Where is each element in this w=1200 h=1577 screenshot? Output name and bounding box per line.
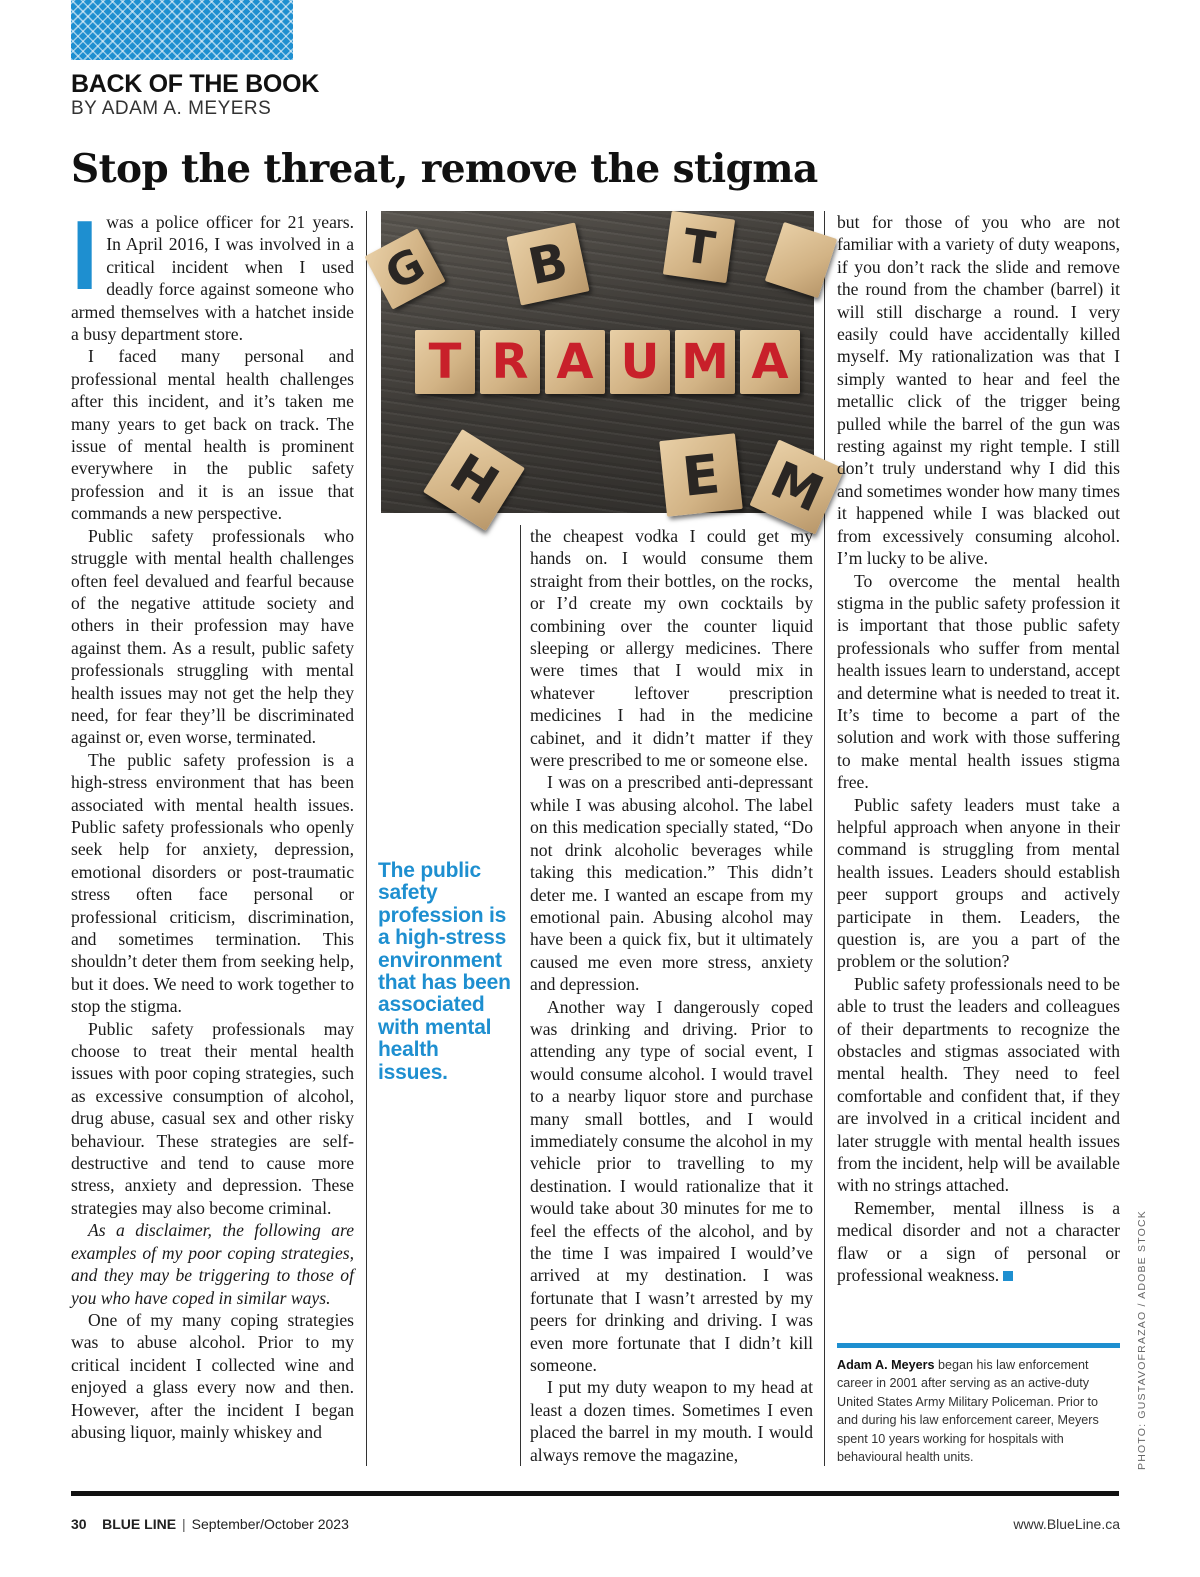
letter-block-e: E — [659, 433, 743, 517]
article-paragraph: I was on a prescribed anti-depressant while I was abusing alcohol. The label on this medication specially stated, “Do not drink alcoholic beverages while taking this medication.” This didn’t deter me. I wanted an escape from my emotional pain. Abusing alcohol may have been a quick fix, but it ultimately caused me even more stress, anxiety and depression. — [530, 772, 813, 995]
letter-block-m: M — [749, 439, 844, 534]
trauma-block-a2: A — [740, 330, 800, 394]
article-paragraph: I put my duty weapon to my head at least a dozen times. Sometimes I even placed the barrel in my mouth. I would always remove the magazine, — [530, 1377, 813, 1465]
column-divider — [520, 525, 521, 1466]
trauma-blocks-photo — [377, 211, 832, 524]
trauma-block-t: T — [415, 330, 475, 394]
page-number: 30 — [71, 1516, 87, 1532]
letter-block-corner — [765, 222, 837, 298]
article-paragraph: Iwas a police officer for 21 years. In April 2016, I was involved in a critical incident when I used deadly force against someone who armed themselves with a hatchet inside a busy department store. — [71, 200, 354, 345]
footer-rule — [71, 1491, 1119, 1496]
headline: Stop the threat, remove the stigma — [71, 146, 818, 192]
article-paragraph: Another way I dangerously coped was drinking and driving. Prior to attending any type of social event, I would consume alcohol. I would travel to a nearby liquor store and purchase many small bottles, and I would immediately consume the alcohol in my vehicle prior to travelling to my destination. I would rationalize that it would take about 30 minutes for me to feel the effects of the alcohol, and by the time I was impaired I would’ve arrived at my destination. I was fortunate that I wasn’t arrested by my peers for drinking and driving. I was even more fortunate that I didn’t kill someone. — [530, 996, 813, 1376]
issue-date: September/October 2023 — [191, 1516, 349, 1532]
byline: BY ADAM A. MEYERS — [71, 98, 272, 119]
article-column-3 — [530, 525, 813, 1470]
article-paragraph: Public safety professionals need to be able to trust the leaders and colleagues of their departments to recognize the obstacles and stigmas associated with mental health. They need to feel comfortable and confident that, if they are involved in a critical incident and later struggle with mental health issues from the incident, help will be available with no strings attached. — [837, 973, 1120, 1196]
section-title: BACK OF THE BOOK — [71, 70, 319, 98]
website-url: www.BlueLine.ca — [1013, 1516, 1120, 1532]
article-paragraph: but for those of you who are not familiar with a variety of duty weapons, if you don’t rack the slide and remove the round from the chamber (barrel) it will still discharge a round. I very easily could have accidentally killed myself. My rationalization was that I simply wanted to hear and feel the metallic click of the trigger being pulled while the barrel of the gun was resting against my right temple. I still don’t truly understand why I did this and sometimes wonder how many times it happened while I was blacked out from excessively consuming alcohol. I’m lucky to be alive. — [837, 212, 1120, 569]
bio-author-name: Adam A. Meyers — [837, 1358, 935, 1372]
article-paragraph: To overcome the mental health stigma in the public safety profession it is important that those public safety professionals who suffer from mental health issues learn to understand, accept and determine what is needed to treat it. It’s time to become a part of the solution and work with those suffering to make mental health issues stigma free. — [837, 570, 1120, 793]
end-mark-icon — [1003, 1271, 1013, 1281]
trauma-block-a: A — [545, 330, 605, 394]
header-pattern — [71, 0, 293, 60]
bio-rule — [837, 1343, 1120, 1348]
article-paragraph: The public safety profession is a high-stress environment that has been associated with mental health issues. Public safety professionals who openly seek help for anxiety, depression, emotional disorders or post-traumatic stress often face personal or professional criticism, discrimination, and sometimes termination. This shouldn’t deter them from seeking help, but it does. We need to work together to stop the stigma. — [71, 749, 354, 1017]
article-paragraph: Public safety professionals may choose to treat their mental health issues with poor coping strategies, such as excessive consumption of alcohol, drug abuse, casual sex and other risky behaviour. These strategies are self-destructive and tend to cause more stress, anxiety and depression. These strategies may also become criminal. — [71, 1018, 354, 1218]
column-divider — [366, 211, 367, 1466]
trauma-block-r: R — [480, 330, 540, 394]
disclaimer-paragraph: As a disclaimer, the following are examples of my poor coping strategies, and they may be triggering to those of you who have coped in similar ways. — [71, 1220, 354, 1308]
article-column-1 — [71, 200, 354, 1471]
trauma-block-u: U — [610, 330, 670, 394]
drop-cap: I — [71, 200, 99, 310]
article-paragraph: I faced many personal and professional mental health challenges after this incident, and it’s taken me many years to get back on track. The issue of mental health is prominent everywhere in the public safety profession and it is an issue that commands a new perspective. — [71, 346, 354, 524]
letter-block-h: H — [423, 429, 525, 531]
article-paragraph: Public safety leaders must take a helpful approach when anyone in their command is struggling from mental health issues. Leaders should establish peer support groups and actively participate in them. Leaders, the question is, are you a part of the problem or the solution? — [837, 794, 1120, 972]
author-bio — [837, 1356, 1120, 1466]
article-paragraph: One of my many coping strategies was to abuse alcohol. Prior to my critical incident I collected wine and enjoyed a glass every now and then. However, after the incident I began abusing liquor, mainly whiskey and — [71, 1309, 354, 1442]
article-column-4 — [837, 211, 1120, 1336]
column-divider — [824, 211, 825, 1466]
article-paragraph: Remember, mental illness is a medical disorder and not a character flaw or a sign of personal or professional weakness. — [837, 1197, 1120, 1286]
photo-credit: PHOTO: GUSTAVOFRAZAO / ADOBE STOCK — [1136, 1210, 1148, 1470]
magazine-name: BLUE LINE — [102, 1516, 177, 1532]
pull-quote: The public safety profession is a high-stress environment that has been associated with mental health issues. — [378, 859, 511, 1084]
article-paragraph: Public safety professionals who struggle with mental health challenges often feel devalued and fearful because of the negative attitude society and others in their profession may have against them. As a result, public safety professionals struggling with mental health issues may not get the help they need, for fear they’ll be discriminated against or, even worse, terminated. — [71, 525, 354, 748]
bio-text: began his law enforcement career in 2001 after serving as an active-duty United States Army Military Policeman. Prior to and during his law enforcement career, Meyers spent 10 years working for hospitals with behavioural health units. — [837, 1358, 1099, 1465]
article-paragraph: the cheapest vodka I could get my hands on. I would consume them straight from their bottles, on the rocks, or I’d create my own cocktails by combining over the counter liquid sleeping or allergy medicines. There were times that I would mix in whatever leftover prescription medicines I had in the medicine cabinet, and it didn’t matter if they were prescribed to me or someone else. — [530, 526, 813, 771]
footer-separator: | — [182, 1516, 186, 1532]
letter-block-b: B — [506, 222, 589, 305]
letter-block-t-top: T — [663, 211, 735, 283]
letter-block-g: G — [364, 228, 445, 309]
trauma-block-m: M — [675, 330, 735, 394]
footer-left — [71, 1516, 349, 1532]
